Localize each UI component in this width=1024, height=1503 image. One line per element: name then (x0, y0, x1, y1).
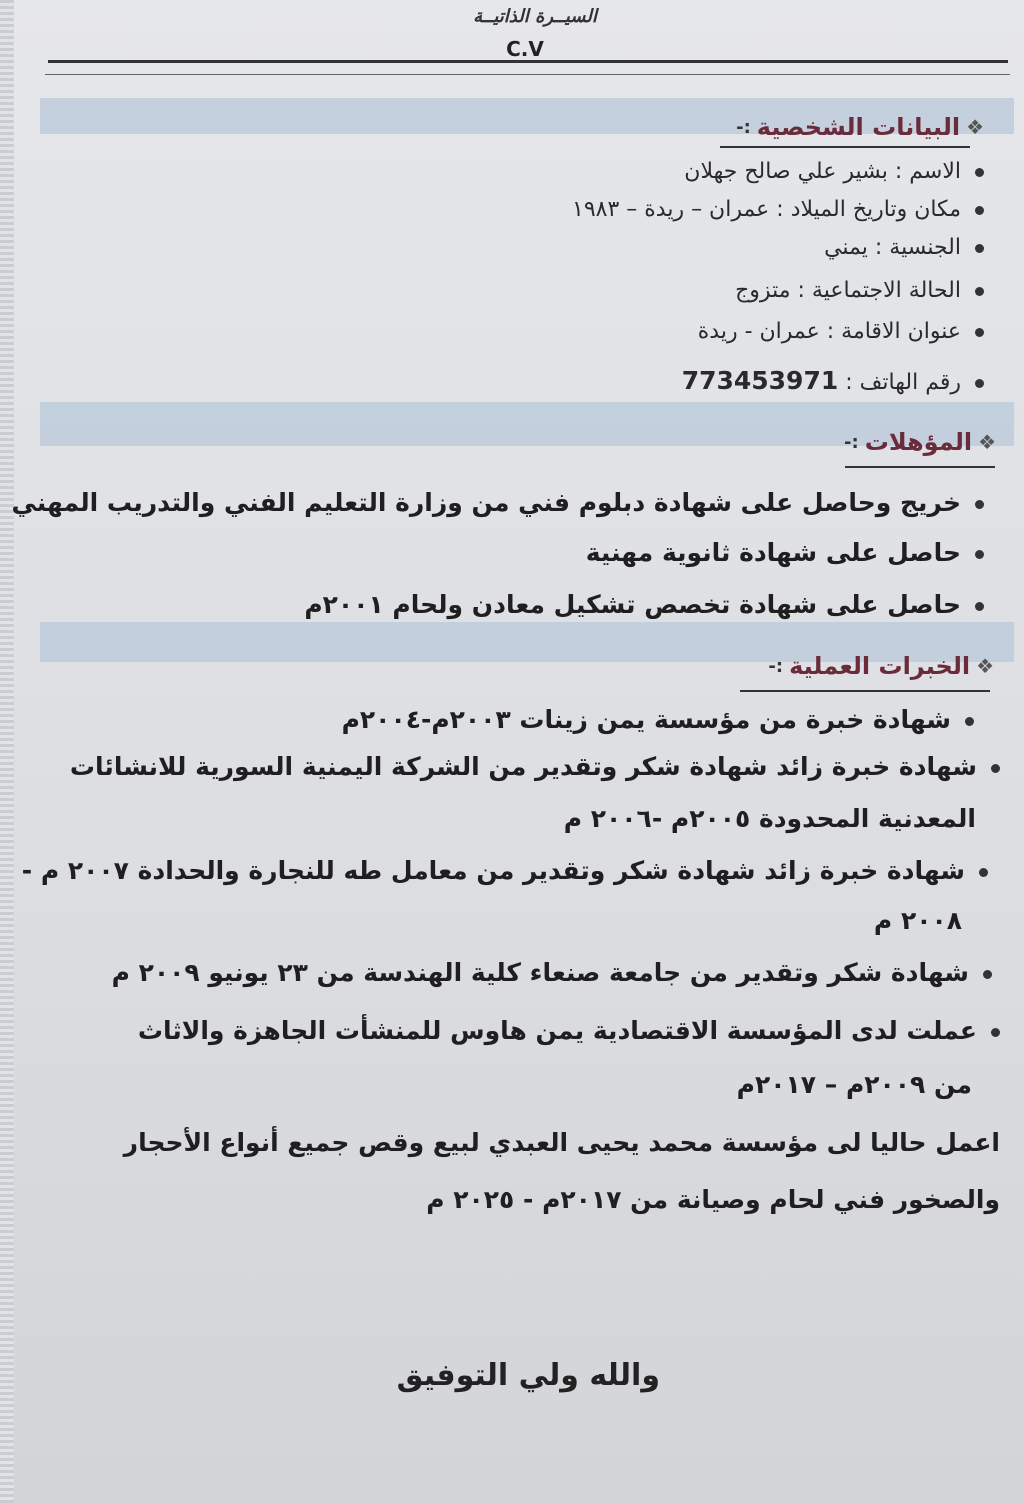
experience-text: شهادة خبرة زائد شهادة شكر وتقدير من الشركة اليمنية السورية للانشائات (69, 752, 977, 781)
personal-marital-text: الحالة الاجتماعية : متزوج (735, 278, 961, 303)
personal-name (684, 157, 984, 187)
experience-line-continued: المعدنية المحدودة ٢٠٠٥م -٢٠٠٦ م (563, 804, 976, 833)
experience-line-continued: من ٢٠٠٩م – ٢٠١٧م (736, 1070, 972, 1099)
phone-value: 773453971 (681, 366, 839, 395)
flower-icon: ❖ (976, 654, 994, 678)
personal-phone (682, 366, 984, 398)
bullet-icon (975, 328, 984, 337)
heading-experience-sep: :- (768, 655, 784, 677)
bullet-icon (979, 868, 988, 877)
bullet-icon (975, 206, 984, 215)
flower-icon: ❖ (966, 115, 984, 139)
personal-address-text: عنوان الاقامة : عمران - ريدة (697, 319, 961, 344)
experience-line (22, 856, 988, 886)
experience-line (138, 1016, 1000, 1046)
personal-address (698, 317, 984, 347)
bullet-icon (991, 1028, 1000, 1037)
bullet-icon (991, 764, 1000, 773)
header-divider-thin (45, 74, 1010, 75)
flower-icon: ❖ (978, 430, 996, 454)
personal-name-text: الاسم : بشير علي صالح جهلان (684, 159, 961, 184)
experience-text: عملت لدى المؤسسة الاقتصادية يمن هاوس للمنشأت الجاهزة والاثاث (137, 1016, 977, 1045)
personal-marital (735, 276, 984, 306)
bullet-icon (975, 602, 984, 611)
heading-experience-label: الخبرات العملية (789, 652, 971, 680)
experience-line (112, 958, 992, 988)
personal-nationality-text: الجنسية : يمني (824, 235, 961, 260)
bullet-icon (975, 550, 984, 559)
bullet-icon (975, 287, 984, 296)
heading-personal-sep: :- (736, 116, 751, 138)
heading-qualifications-label: المؤهلات (864, 428, 973, 456)
closing-remark: والله ولي التوفيق (396, 1358, 660, 1393)
bullet-icon (983, 970, 992, 979)
qualification-item (11, 488, 984, 518)
personal-birth (572, 195, 984, 225)
experience-text: شهادة خبرة من مؤسسة يمن زينات ٢٠٠٣م-٢٠٠٤م (341, 705, 951, 734)
heading-personal-label: البيانات الشخصية (756, 113, 961, 141)
qualification-item (304, 590, 984, 620)
document-subtitle: C.V (480, 38, 570, 62)
heading-qualifications-sep: :- (844, 431, 859, 453)
heading-personal-underline (720, 146, 970, 148)
experience-line-continued: والصخور فني لحام وصيانة من ٢٠١٧م - ٢٠٢٥ م (426, 1185, 1000, 1214)
bullet-icon (975, 500, 984, 509)
experience-line-continued: ٢٠٠٨ م (873, 906, 962, 935)
experience-line (342, 705, 974, 735)
heading-qualifications-underline (845, 466, 995, 468)
phone-label: رقم الهاتف : (845, 370, 961, 395)
personal-nationality (824, 233, 984, 263)
qualification-text: خريج وحاصل على شهادة دبلوم فني من وزارة التعليم الفني والتدريب المهني (11, 488, 961, 517)
qualification-text: حاصل على شهادة ثانوية مهنية (585, 538, 961, 567)
heading-qualifications (844, 428, 996, 456)
qualification-text: حاصل على شهادة تخصص تشكيل معادن ولحام ٢٠٠١م (304, 590, 961, 619)
heading-experience (768, 652, 994, 680)
heading-experience-underline (740, 690, 990, 692)
experience-line (70, 752, 1000, 782)
experience-text: شهادة خبرة زائد شهادة شكر وتقدير من معامل طه للنجارة والحدادة ٢٠٠٧ م - (21, 856, 965, 885)
personal-birth-text: مكان وتاريخ الميلاد : عمران – ريدة – ١٩٨٣ (572, 197, 961, 222)
document-title: السيــرة الذاتيــة (473, 6, 597, 27)
bullet-icon (975, 244, 984, 253)
experience-line-continued: اعمل حاليا لى مؤسسة محمد يحيى العبدي لبيع وقص جميع أنواع الأحجار (123, 1128, 1000, 1157)
experience-text: شهادة شكر وتقدير من جامعة صنعاء كلية الهندسة من ٢٣ يونيو ٢٠٠٩ م (111, 958, 969, 987)
bullet-icon (975, 379, 984, 388)
header-divider (48, 60, 1008, 63)
heading-personal (736, 113, 984, 141)
paper-edge (0, 0, 14, 1503)
bullet-icon (965, 717, 974, 726)
qualification-item (586, 538, 984, 568)
bullet-icon (975, 168, 984, 177)
